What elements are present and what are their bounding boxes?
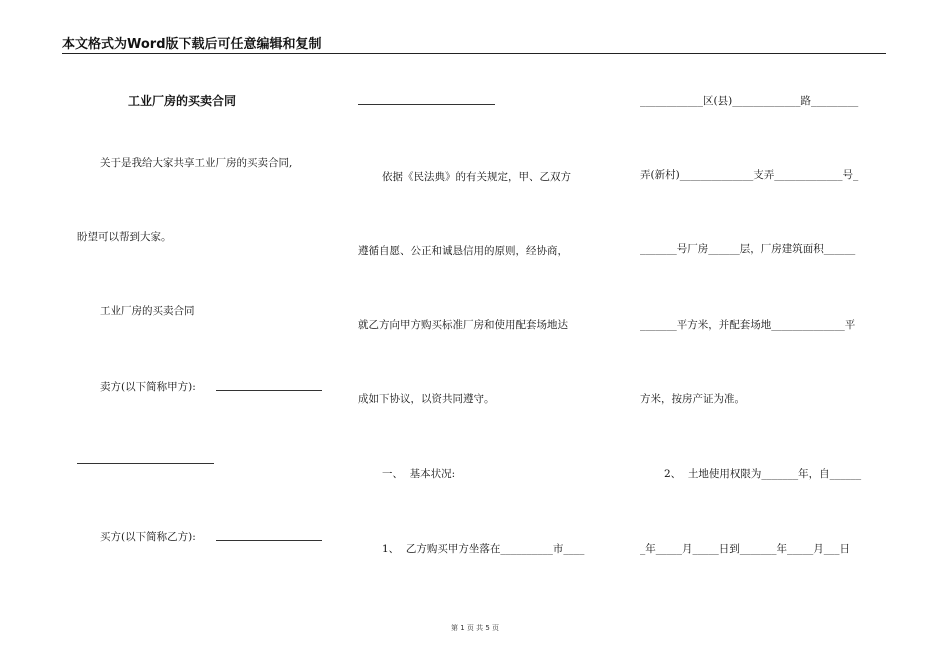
top-blank-line (358, 104, 495, 105)
land-use-line-1: 2、 土地使用权限为_______年，自______ (664, 468, 862, 480)
contract-title: 工业厂房的买卖合同 (128, 94, 237, 108)
land-use-line-2: _年_____月_____日到_______年_____月___日 (640, 543, 850, 555)
intro-line-2: 盼望可以帮到大家。 (77, 231, 172, 243)
address-line-2: 弄(新村)______________支弄_____________号_ (640, 169, 859, 181)
seller-continuation-line (77, 463, 214, 464)
section-basic-info: 一、 基本状况: (382, 468, 456, 480)
intro-line-1: 关于是我给大家共享工业厂房的买卖合同, (100, 157, 293, 169)
address-line-1: ____________区(县)_____________路_________ (640, 95, 859, 107)
area-line-1: _______号厂房______层，厂房建筑面积______ (640, 243, 856, 255)
document-header: 本文格式为Word版下载后可任意编辑和复制 (62, 36, 886, 54)
area-line-2: _______平方米，并配套场地______________平 (640, 319, 856, 331)
subtitle: 工业厂房的买卖合同 (100, 305, 195, 317)
paragraph-line-2: 遵循自愿、公正和诚恳信用的原则，经协商， (358, 245, 568, 257)
buyer-blank-line (216, 540, 322, 541)
paragraph-line-4: 成如下协议，以资共同遵守。 (358, 393, 495, 405)
buyer-label: 买方(以下简称乙方): (100, 531, 196, 543)
item-1-line: 1、 乙方购买甲方坐落在__________市____ (382, 543, 585, 555)
paragraph-line-1: 依据《民法典》的有关规定，甲、乙双方 (382, 171, 571, 183)
page-number: 第 1 页 共 5 页 (450, 624, 500, 632)
area-line-3: 方米，按房产证为准。 (640, 393, 745, 405)
seller-label: 卖方(以下简称甲方): (100, 381, 196, 393)
paragraph-line-3: 就乙方向甲方购买标准厂房和使用配套场地达 (358, 319, 568, 331)
seller-blank-line (216, 390, 322, 391)
